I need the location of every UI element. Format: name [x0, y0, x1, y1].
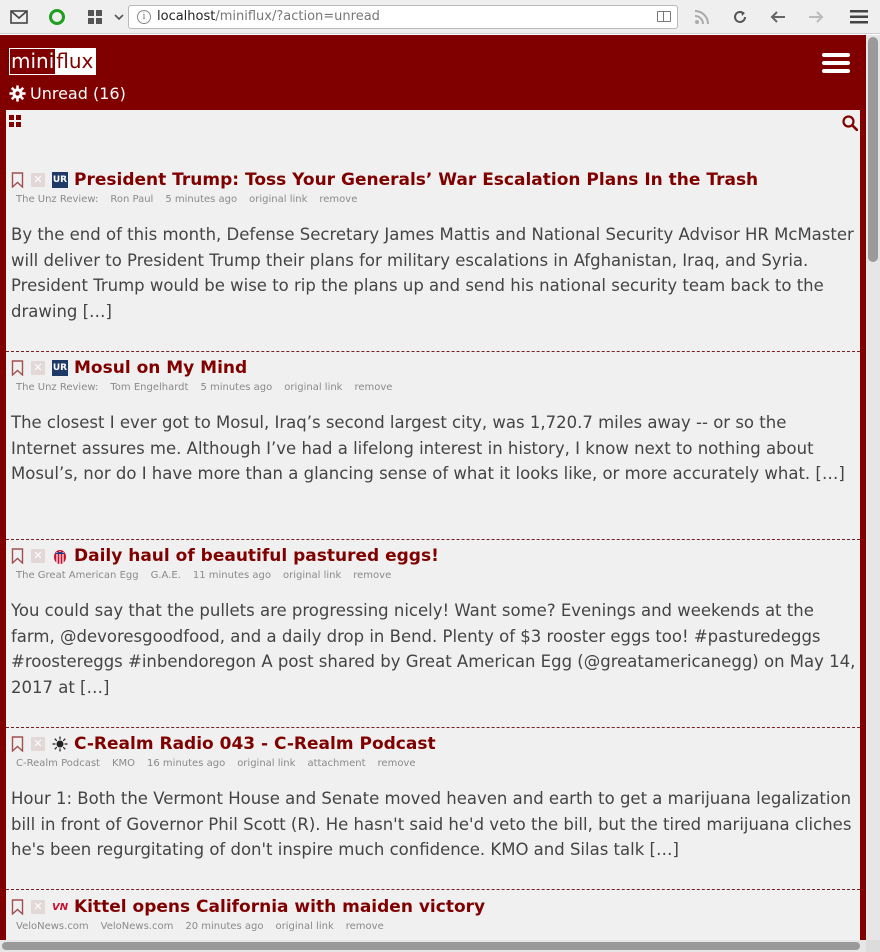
item-header: [11, 546, 439, 566]
item-time: 11 minutes ago: [192, 570, 272, 581]
item-header: [11, 170, 758, 190]
original-link[interactable]: original link: [249, 194, 308, 205]
info-icon[interactable]: i: [137, 10, 151, 24]
forward-arrow-icon[interactable]: [806, 7, 826, 27]
item-meta: [16, 382, 404, 393]
horizontal-scrollbar[interactable]: [0, 940, 866, 952]
sun-icon: [52, 736, 68, 752]
original-link[interactable]: original link: [284, 382, 343, 393]
url-host: localhost: [157, 9, 216, 24]
item-time: 5 minutes ago: [200, 382, 273, 393]
bookmark-icon[interactable]: [11, 736, 24, 752]
bookmark-icon[interactable]: [11, 548, 24, 564]
item-author: VeloNews.com: [100, 921, 174, 932]
remove-link[interactable]: remove: [319, 194, 358, 205]
item-title[interactable]: Daily haul of beautiful pastured eggs!: [74, 546, 439, 566]
item-header: [11, 897, 485, 917]
item-time: 16 minutes ago: [147, 758, 226, 769]
item-summary: Hour 1: Both the Vermont House and Senate moved heaven and earth to get a marijuana legalization bill in front of Governor Phil Scott (R). He hasn't said he'd veto the bill, but the tired marijuana cliches he's been regurgitating of don't inspire much confidence. KMO and Silas talk […]: [11, 789, 852, 859]
list-item: [6, 110, 860, 352]
item-feed[interactable]: C-Realm Podcast: [16, 758, 100, 769]
logo-part-2: flux: [56, 49, 94, 73]
remove-link[interactable]: remove: [377, 758, 416, 769]
item-time: 5 minutes ago: [165, 194, 238, 205]
remove-link[interactable]: remove: [345, 921, 384, 932]
browser-menu-icon[interactable]: [849, 7, 869, 27]
content-frame: [0, 110, 866, 940]
item-feed[interactable]: The Unz Review:: [16, 194, 99, 205]
original-link[interactable]: original link: [237, 758, 296, 769]
vertical-scrollbar[interactable]: [866, 35, 880, 940]
item-title[interactable]: Kittel opens California with maiden victory: [74, 897, 486, 917]
vn-icon: VN: [51, 901, 69, 913]
item-summary: By the end of this month, Defense Secretary James Mattis and National Security Advisor HR McMaster will deliver to President Trump their plans for military escalations in Afghanistan, Iraq, and Syria. President Trump would be wise to rip the plans up and send his national security team back to the drawing […]: [11, 225, 854, 321]
page-title-row: [9, 84, 126, 103]
item-list: [6, 110, 860, 940]
item-summary: You could say that the pullets are progressing nicely! Want some? Evenings and weekends at the farm, @devoresgoodfood, and a daily drop in Bend. Plenty of $3 rooster eggs too! #pasturedeggs #roostereggs #inbendoregon A post shared by Great American Egg (@greatamericanegg) on May 14, 2017 at […]: [11, 601, 856, 697]
remove-icon[interactable]: ✕: [31, 737, 45, 751]
list-item: [6, 890, 860, 940]
remove-link[interactable]: remove: [353, 570, 392, 581]
item-meta: [16, 194, 369, 205]
vertical-scroll-thumb[interactable]: [868, 37, 878, 262]
back-arrow-icon[interactable]: [768, 7, 788, 27]
ur-icon: UR: [52, 172, 68, 188]
item-header: [11, 358, 247, 378]
list-item: [6, 352, 860, 540]
remove-icon[interactable]: ✕: [31, 900, 45, 914]
miniflux-logo[interactable]: [9, 48, 96, 75]
logo-part-1: mini: [11, 49, 55, 73]
item-meta: [16, 921, 396, 932]
item-meta: [16, 758, 428, 769]
original-link[interactable]: original link: [275, 921, 334, 932]
item-author: G.A.E.: [150, 570, 181, 581]
scrollbar-corner: [866, 940, 880, 952]
item-author: Ron Paul: [110, 194, 154, 205]
url-text: [157, 9, 380, 24]
item-feed[interactable]: The Great American Egg: [16, 570, 139, 581]
browser-toolbar: [0, 0, 880, 34]
remove-link[interactable]: remove: [354, 382, 393, 393]
bookmark-icon[interactable]: [11, 172, 24, 188]
item-title[interactable]: Mosul on My Mind: [74, 358, 248, 378]
item-summary: The closest I ever got to Mosul, Iraq’s second largest city, was 1,720.7 miles away -- or so the Internet assures me. Although I’ve had a lifelong interest in history, I know next to nothing about Mosul’s, nor do I have more than a glancing sense of what it looks like, or more accurately what. […]: [11, 413, 845, 483]
list-item: [6, 540, 860, 728]
remove-icon[interactable]: ✕: [31, 549, 45, 563]
item-title[interactable]: President Trump: Toss Your Generals’ War Escalation Plans In the Trash: [74, 170, 759, 190]
item-title[interactable]: C-Realm Radio 043 - C-Realm Podcast: [74, 734, 436, 754]
apps-grid-icon[interactable]: [85, 7, 105, 27]
original-link[interactable]: original link: [283, 570, 342, 581]
list-item: [6, 728, 860, 890]
bookmark-icon[interactable]: [11, 360, 24, 376]
ur-icon: UR: [52, 360, 68, 376]
item-author: KMO: [111, 758, 136, 769]
horizontal-scroll-thumb[interactable]: [2, 942, 860, 950]
attachment-link[interactable]: attachment: [307, 758, 366, 769]
url-path: /miniflux/?action=unread: [215, 9, 380, 24]
egg-icon: [52, 548, 68, 564]
rss-icon[interactable]: [692, 7, 712, 27]
status-ring-icon[interactable]: [47, 7, 67, 27]
reader-view-icon[interactable]: [657, 11, 671, 22]
remove-icon[interactable]: ✕: [31, 361, 45, 375]
mail-icon[interactable]: [9, 7, 29, 27]
url-bar[interactable]: [128, 5, 678, 29]
item-time: 20 minutes ago: [185, 921, 264, 932]
item-feed[interactable]: VeloNews.com: [16, 921, 89, 932]
item-meta: [16, 570, 403, 581]
page-title: Unread (16): [30, 84, 126, 103]
hamburger-menu-icon[interactable]: [822, 53, 850, 73]
item-author: Tom Engelhardt: [110, 382, 189, 393]
item-feed[interactable]: The Unz Review:: [16, 382, 99, 393]
chevron-down-icon[interactable]: [109, 7, 129, 27]
app-header: [0, 35, 866, 110]
item-header: [11, 734, 436, 754]
bookmark-icon[interactable]: [11, 899, 24, 915]
gear-icon[interactable]: [9, 85, 26, 102]
reload-icon[interactable]: [730, 7, 750, 27]
remove-icon[interactable]: ✕: [31, 173, 45, 187]
